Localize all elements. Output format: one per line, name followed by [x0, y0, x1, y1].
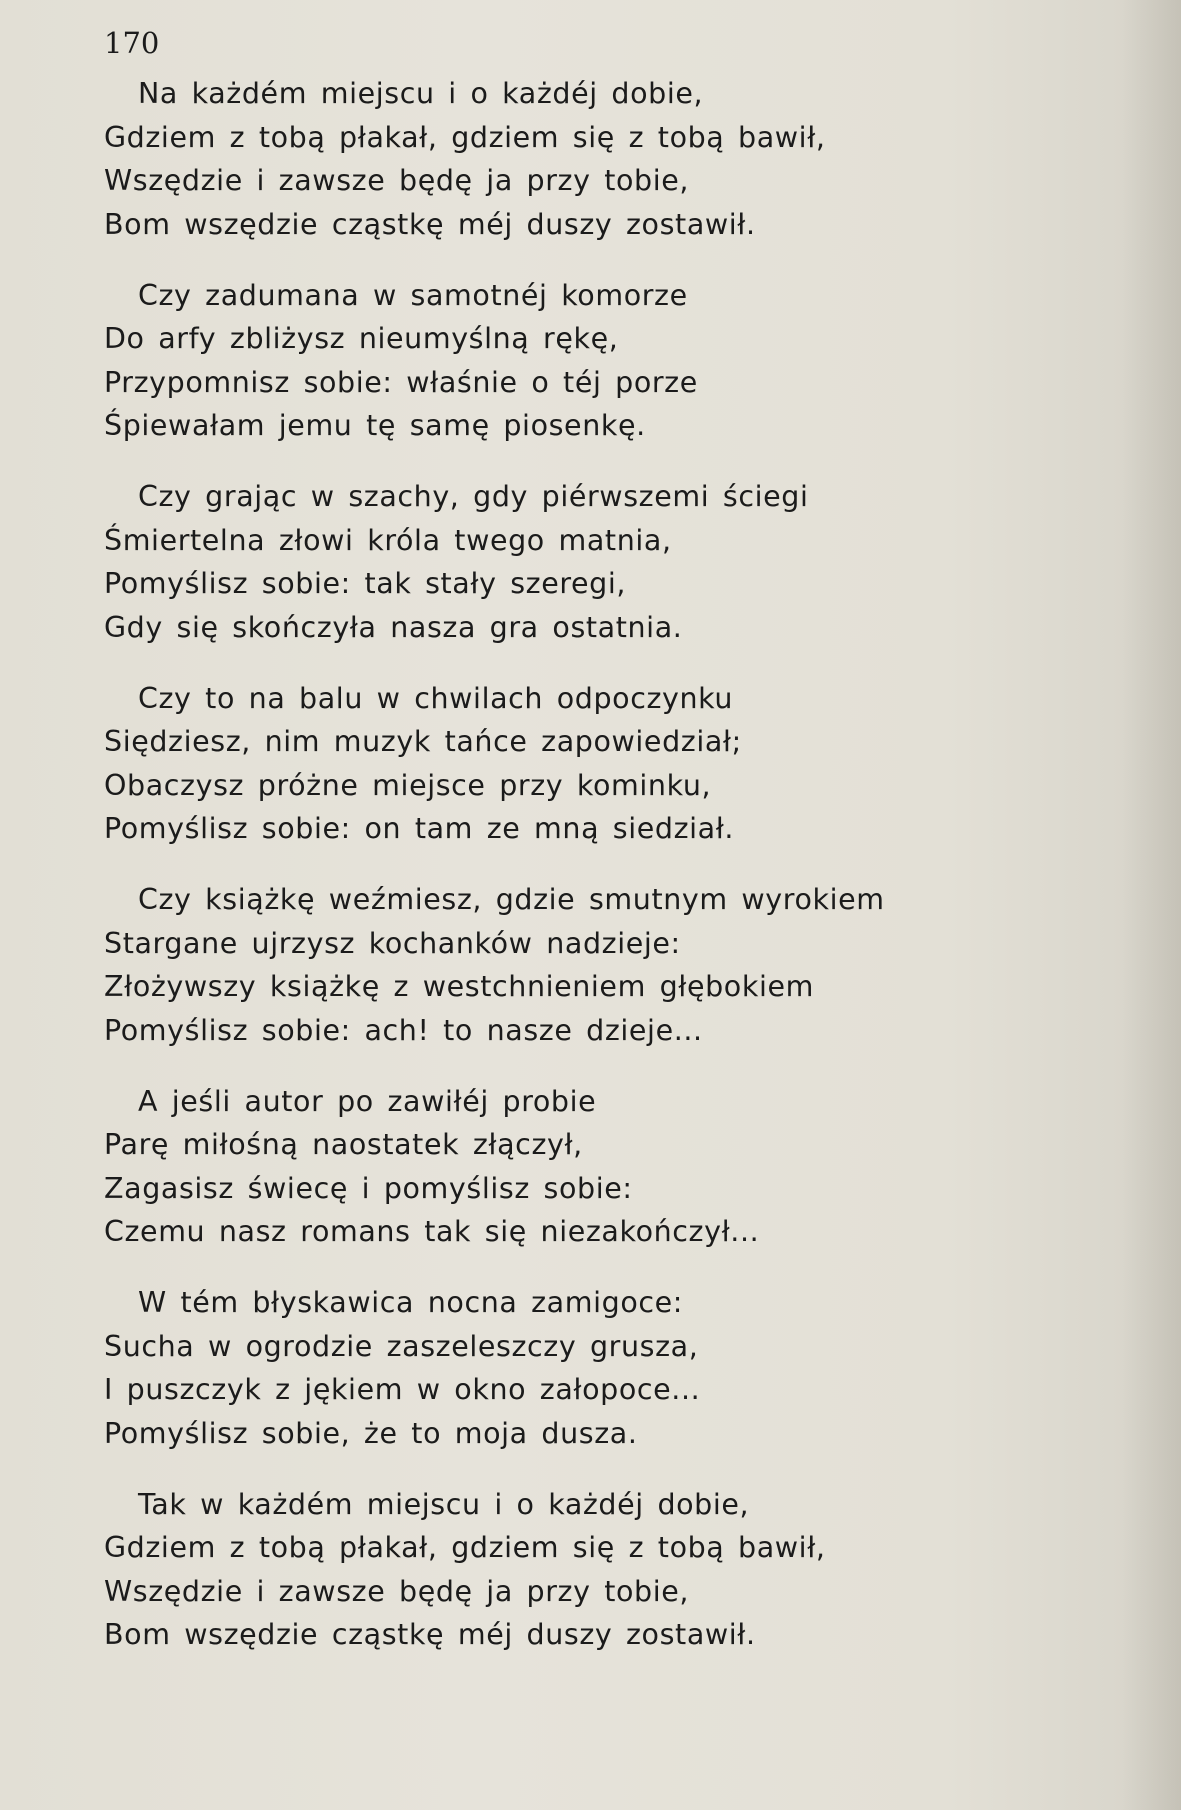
stanza-4 — [104, 677, 1144, 851]
poem-line: Na każdém miejscu i o każdéj dobie, — [138, 77, 704, 110]
poem-line: Czy to na balu w chwilach odpoczynku — [138, 681, 734, 715]
poem-line: Pomyślisz sobie: tak stały szeregi, — [104, 567, 627, 600]
stanza-2 — [104, 274, 1144, 448]
stanza-6 — [104, 1080, 1144, 1254]
poem-line: Czy grając w szachy, gdy piérwszemi ściegi — [138, 480, 809, 513]
poem-line: Stargane ujrzysz kochanków nadzieje: — [104, 926, 681, 960]
poem-line: Bom wszędzie cząstkę méj duszy zostawił. — [104, 207, 756, 241]
poem-line: Sucha w ogrodzie zaszeleszczy grusza, — [104, 1329, 699, 1363]
poem-line: Wszędzie i zawsze będę ja przy tobie, — [104, 164, 690, 197]
poem-line: Tak w każdém miejscu i o każdéj dobie, — [138, 1487, 750, 1521]
poem-line: Zagasisz świecę i pomyślisz sobie: — [104, 1171, 633, 1205]
poem-line: Czy zadumana w samotnéj komorze — [138, 278, 688, 312]
poem-line: Pomyślisz sobie: on tam ze mną siedział. — [104, 812, 735, 845]
poem-line: Gdziem z tobą płakał, gdziem się z tobą bawił, — [104, 120, 826, 154]
stanza-5 — [104, 878, 1144, 1052]
poem-line: Siędziesz, nim muzyk tańce zapowiedział; — [104, 725, 742, 758]
stanza-8 — [104, 1483, 1144, 1657]
poem-line: Wszędzie i zawsze będę ja przy tobie, — [104, 1574, 690, 1608]
poem-line: Przypomnisz sobie: właśnie o téj porze — [104, 365, 698, 399]
poem-line: Śmiertelna złowi króla twego matnia, — [104, 523, 672, 557]
poem-line: Parę miłośną naostatek złączył, — [104, 1128, 583, 1161]
poem-line: A jeśli autor po zawiłéj probie — [138, 1084, 597, 1118]
poem-line: W tém błyskawica nocna zamigoce: — [138, 1286, 683, 1319]
stanza-3 — [104, 475, 1144, 649]
page-number: 170 — [104, 26, 160, 60]
poem-line: Złożywszy książkę z westchnieniem głębokiem — [104, 970, 814, 1003]
poem-line: Czy książkę weźmiesz, gdzie smutnym wyrokiem — [138, 883, 885, 916]
poem-line: Czemu nasz romans tak się niezakończył... — [104, 1215, 760, 1248]
poem-line: Gdziem z tobą płakał, gdziem się z tobą bawił, — [104, 1531, 826, 1564]
poem-line: Gdy się skończyła nasza gra ostatnia. — [104, 610, 683, 644]
stanza-1 — [104, 72, 1144, 246]
poem — [104, 72, 1144, 1684]
poem-line: Pomyślisz sobie, że to moja dusza. — [104, 1416, 638, 1450]
stanza-7 — [104, 1281, 1144, 1455]
poem-line: Pomyślisz sobie: ach! to nasze dzieje... — [104, 1013, 703, 1047]
poem-line: Śpiewałam jemu tę samę piosenkę. — [104, 409, 646, 442]
poem-line: I puszczyk z jękiem w okno załopoce... — [104, 1373, 701, 1406]
poem-line: Do arfy zbliżysz nieumyślną rękę, — [104, 322, 619, 355]
poem-line: Bom wszędzie cząstkę méj duszy zostawił. — [104, 1618, 756, 1651]
poem-line: Obaczysz próżne miejsce przy kominku, — [104, 768, 712, 802]
page-edge-shadow — [1121, 0, 1181, 1810]
